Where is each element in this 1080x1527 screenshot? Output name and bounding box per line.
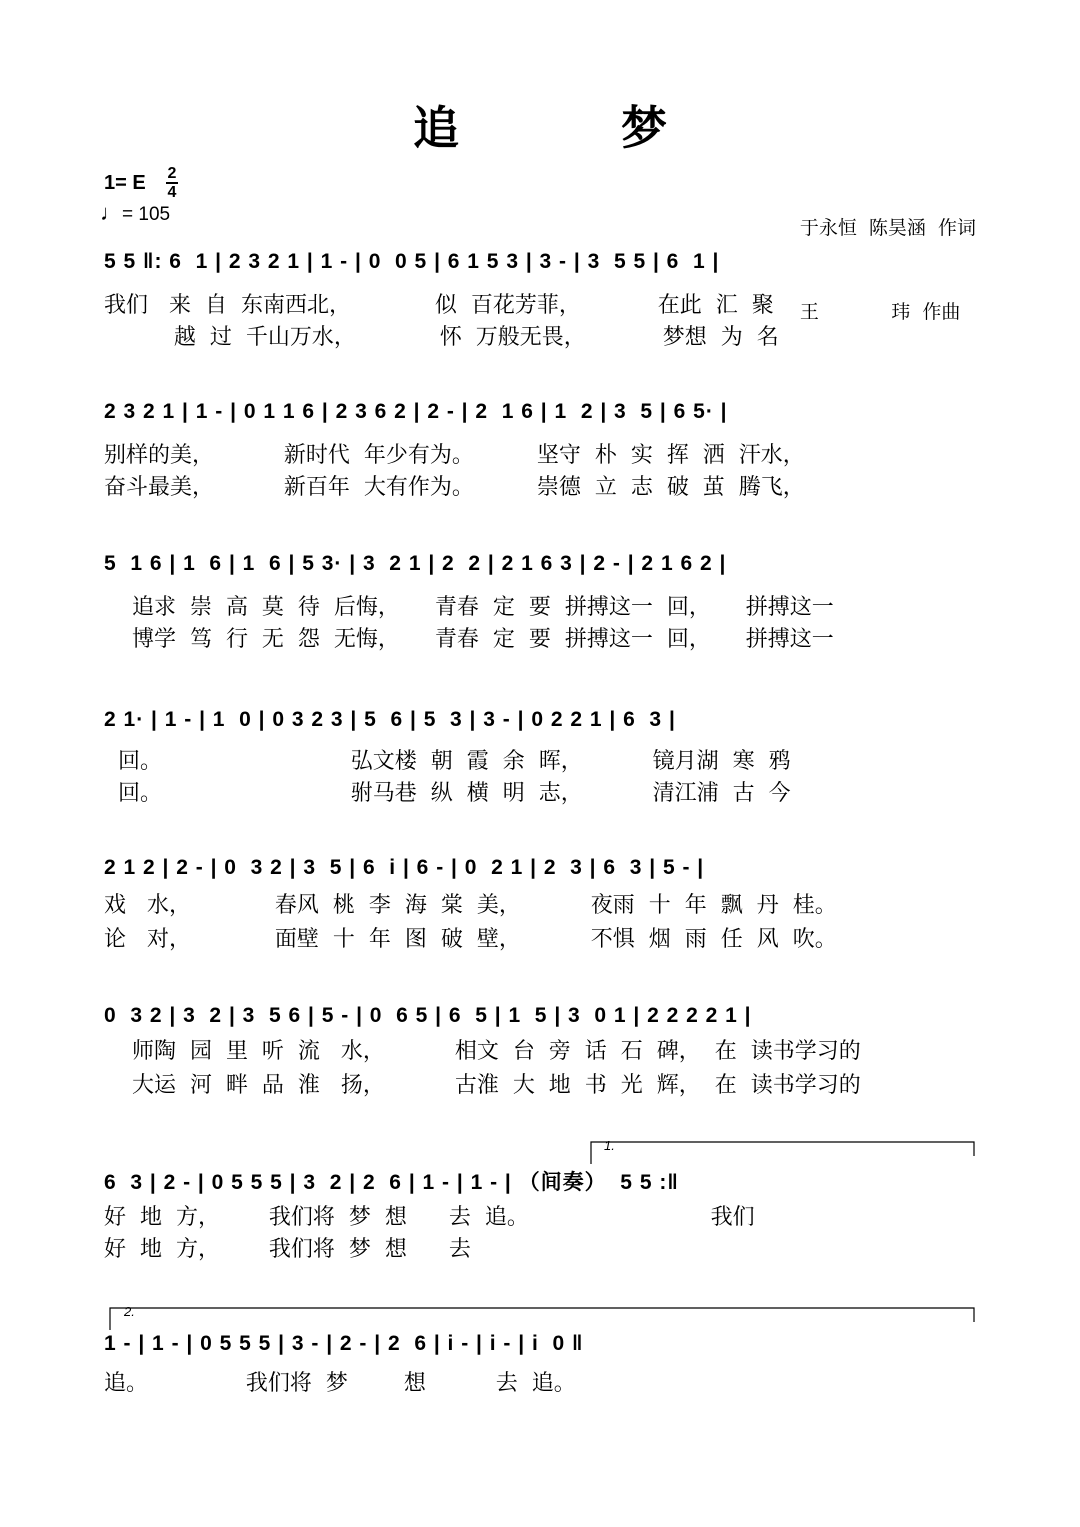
lyricist-credit: 于永恒 陈昊涵 作词: [799, 217, 976, 239]
volta-1-bracket: [0, 1136, 1080, 1166]
lyric-verse-2: 论 对， 面壁 十 年 图 破 壁， 不惧 烟 雨 任 风 吹。: [104, 927, 837, 952]
lyric-verse-2: 好 地 方， 我们将 梦 想 去: [104, 1237, 471, 1262]
key-signature: 1= E: [104, 172, 146, 194]
notation-line: 5 5 ‖: 6 1 | 2 3 2 1 | 1 - | 0 0 5 | 6 1 5 3 | 3 - | 3 5 5 | 6 1 |: [104, 250, 720, 273]
notation-line: 5 1 6 | 1 6 | 1 6 | 5 3· | 3 2 1 | 2 2 | 2 1 6 3 | 2 - | 2 1 6 2 |: [104, 552, 727, 575]
volta-2-bracket: [0, 1302, 1080, 1332]
time-signature-top: 2: [167, 165, 177, 182]
tempo-value: = 105: [122, 204, 171, 225]
lyric-verse-2: 奋斗最美， 新百年 大有作为。 崇德 立 志 破 茧 腾飞，: [104, 475, 805, 500]
notation-line: 6 3 | 2 - | 0 5 5 5 | 3 2 | 2 6 | 1 - | 1 - | （间奏） 5 5 :‖: [104, 1171, 679, 1194]
notation-line: 2 1· | 1 - | 1 0 | 0 3 2 3 | 5 6 | 5 3 | 3 - | 0 2 2 1 | 6 3 |: [104, 708, 676, 731]
notation-line: 2 3 2 1 | 1 - | 0 1 1 6 | 2 3 6 2 | 2 - | 2 1 6 | 1 2 | 3 5 | 6 5· |: [104, 400, 728, 423]
time-signature: [166, 166, 178, 200]
song-title: 追 梦: [413, 101, 725, 155]
volta-2-label: 2.: [124, 1304, 135, 1319]
lyric-verse-1: 追求 崇 高 莫 待 后悔， 青春 定 要 拼搏这一 回， 拼搏这一: [104, 595, 834, 620]
lyric-verse-1: 追。 我们将 梦 想 去 追。: [104, 1371, 576, 1396]
lyric-verse-1: 戏 水， 春风 桃 李 海 棠 美， 夜雨 十 年 飘 丹 桂。: [104, 893, 837, 918]
lyric-verse-2: 大运 河 畔 品 淮 扬， 古淮 大 地 书 光 辉， 在 读书学习的: [104, 1073, 861, 1098]
volta-1-label: 1.: [604, 1138, 615, 1153]
composer-credit: 王 玮 作曲: [799, 301, 961, 323]
lyric-verse-2: 回。 驸马巷 纵 横 明 志， 清江浦 古 今: [104, 781, 791, 806]
quarter-note-icon: ♩: [100, 200, 122, 225]
lyric-verse-1: 别样的美， 新时代 年少有为。 坚守 朴 实 挥 洒 汗水，: [104, 443, 805, 468]
notation-line: 2 1 2 | 2 - | 0 3 2 | 3 5 | 6 i | 6 - | 0 2 1 | 2 3 | 6 3 | 5 - |: [104, 856, 705, 879]
lyric-verse-2: 博学 笃 行 无 怨 无悔， 青春 定 要 拼搏这一 回， 拼搏这一: [104, 627, 834, 652]
notation-line: 0 3 2 | 3 2 | 3 5 6 | 5 - | 0 6 5 | 6 5 | 1 5 | 3 0 1 | 2 2 2 2 1 |: [104, 1004, 752, 1027]
lyric-verse-1: 回。 弘文楼 朝 霞 余 晖， 镜月湖 寒 鸦: [104, 749, 791, 774]
lyric-verse-2: 越 过 千山万水， 怀 万般无畏， 梦想 为 名: [104, 325, 779, 350]
lyric-verse-1: 师陶 园 里 听 流 水， 相文 台 旁 话 石 碑， 在 读书学习的: [104, 1039, 861, 1064]
time-signature-bottom: 4: [167, 184, 177, 201]
notation-line: 1 - | 1 - | 0 5 5 5 | 3 - | 2 - | 2 6 | i - | i - | i 0 ‖: [104, 1332, 584, 1355]
tempo-marking: [100, 200, 170, 226]
lyric-verse-1: 我们 来 自 东南西北， 似 百花芳菲， 在此 汇 聚: [104, 293, 774, 318]
lyric-verse-1: 好 地 方， 我们将 梦 想 去 追。 我们: [104, 1205, 755, 1230]
